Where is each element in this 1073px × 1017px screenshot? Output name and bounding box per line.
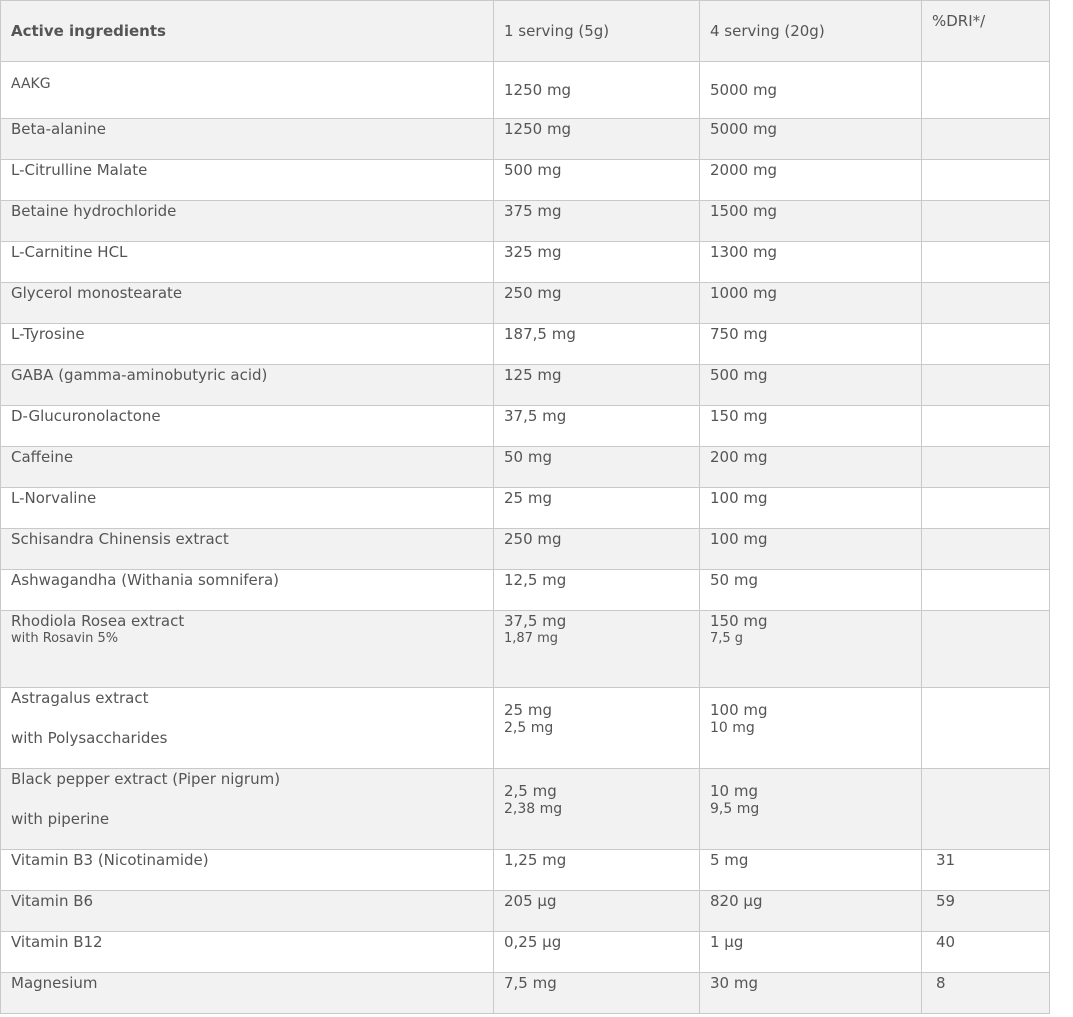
serving4-cell	[700, 283, 922, 324]
table-row	[1, 529, 1050, 570]
serving1-value: 325 mg	[504, 243, 562, 261]
serving4-cell	[700, 488, 922, 529]
serving4-value: 500 mg	[710, 366, 768, 384]
serving1-value: 25 mg	[504, 701, 552, 719]
header-serving1: 1 serving (5g)	[504, 22, 610, 40]
ingredient-name: Vitamin B3 (Nicotinamide)	[11, 851, 209, 869]
serving1-cell	[494, 160, 700, 201]
serving4-value: 750 mg	[710, 325, 768, 343]
ingredient-cell	[1, 611, 494, 688]
table-row	[1, 688, 1050, 769]
table-row	[1, 850, 1050, 891]
serving1-subvalue: 2,38 mg	[504, 801, 563, 817]
serving4-value: 100 mg	[710, 530, 768, 548]
dri-cell	[922, 488, 1050, 529]
table-row	[1, 488, 1050, 529]
ingredient-cell	[1, 973, 494, 1014]
header-cell-dri	[922, 1, 1050, 62]
table-row	[1, 406, 1050, 447]
dri-cell	[922, 688, 1050, 769]
dri-cell	[922, 324, 1050, 365]
ingredient-cell	[1, 447, 494, 488]
serving1-value: 375 mg	[504, 202, 562, 220]
table-row	[1, 160, 1050, 201]
table-row	[1, 769, 1050, 850]
dri-cell	[922, 769, 1050, 850]
serving4-cell	[700, 973, 922, 1014]
serving1-cell	[494, 242, 700, 283]
serving1-value: 7,5 mg	[504, 974, 557, 992]
ingredient-name: L-Tyrosine	[11, 325, 85, 343]
serving4-value: 1000 mg	[710, 284, 778, 302]
serving4-subvalue: 9,5 mg	[710, 801, 760, 817]
dri-cell	[922, 406, 1050, 447]
serving4-cell	[700, 688, 922, 769]
header-cell-serving4	[700, 1, 922, 62]
serving1-value: 250 mg	[504, 284, 562, 302]
dri-cell	[922, 283, 1050, 324]
ingredient-cell	[1, 850, 494, 891]
serving4-cell	[700, 570, 922, 611]
header-ingredient: Active ingredients	[11, 22, 166, 40]
ingredient-name: L-Citrulline Malate	[11, 161, 148, 179]
serving4-cell	[700, 850, 922, 891]
serving1-cell	[494, 447, 700, 488]
dri-cell	[922, 447, 1050, 488]
serving1-cell	[494, 932, 700, 973]
table-row	[1, 611, 1050, 688]
ingredient-name: L-Norvaline	[11, 489, 97, 507]
ingredient-cell	[1, 201, 494, 242]
serving1-cell	[494, 769, 700, 850]
dri-value: 31	[936, 851, 956, 869]
serving4-cell	[700, 62, 922, 119]
ingredient-name: Glycerol monostearate	[11, 284, 183, 302]
table-row	[1, 242, 1050, 283]
serving1-value: 250 mg	[504, 530, 562, 548]
serving4-cell	[700, 447, 922, 488]
serving1-value: 187,5 mg	[504, 325, 576, 343]
ingredient-name: L-Carnitine HCL	[11, 243, 128, 261]
serving1-cell	[494, 688, 700, 769]
dri-cell	[922, 201, 1050, 242]
table-row	[1, 932, 1050, 973]
table-row	[1, 62, 1050, 119]
ingredient-name: Vitamin B12	[11, 933, 103, 951]
serving4-subvalue: 10 mg	[710, 720, 755, 736]
serving1-value: 2,5 mg	[504, 782, 557, 800]
serving4-cell	[700, 242, 922, 283]
serving1-cell	[494, 570, 700, 611]
dri-cell	[922, 119, 1050, 160]
header-cell-serving1	[494, 1, 700, 62]
serving1-cell	[494, 406, 700, 447]
serving4-value: 150 mg	[710, 612, 768, 630]
serving1-cell	[494, 201, 700, 242]
serving1-subvalue: 2,5 mg	[504, 720, 554, 736]
serving1-cell	[494, 891, 700, 932]
serving1-cell	[494, 529, 700, 570]
ingredient-subname: with Polysaccharides	[11, 729, 168, 747]
serving4-cell	[700, 365, 922, 406]
ingredient-cell	[1, 283, 494, 324]
serving4-value: 5000 mg	[710, 81, 778, 99]
dri-cell	[922, 365, 1050, 406]
ingredient-name: Rhodiola Rosea extract	[11, 612, 185, 630]
serving4-subvalue: 7,5 g	[710, 631, 744, 646]
serving1-cell	[494, 488, 700, 529]
serving4-cell	[700, 769, 922, 850]
serving4-value: 1300 mg	[710, 243, 778, 261]
serving1-cell	[494, 62, 700, 119]
ingredient-name: GABA (gamma-aminobutyric acid)	[11, 366, 268, 384]
serving1-cell	[494, 611, 700, 688]
dri-cell	[922, 570, 1050, 611]
table-row	[1, 283, 1050, 324]
serving4-value: 30 mg	[710, 974, 758, 992]
table-row	[1, 365, 1050, 406]
table-row	[1, 119, 1050, 160]
ingredient-cell	[1, 160, 494, 201]
dri-cell	[922, 891, 1050, 932]
serving1-value: 1250 mg	[504, 120, 572, 138]
serving4-value: 10 mg	[710, 782, 758, 800]
header-serving4: 4 serving (20g)	[710, 22, 825, 40]
ingredient-cell	[1, 570, 494, 611]
serving4-cell	[700, 932, 922, 973]
ingredient-name: Vitamin B6	[11, 892, 94, 910]
ingredient-cell	[1, 688, 494, 769]
serving4-cell	[700, 891, 922, 932]
ingredient-cell	[1, 529, 494, 570]
serving1-cell	[494, 365, 700, 406]
serving4-cell	[700, 406, 922, 447]
table-row	[1, 447, 1050, 488]
ingredient-cell	[1, 242, 494, 283]
serving4-value: 50 mg	[710, 571, 758, 589]
ingredient-name: Magnesium	[11, 974, 98, 992]
serving4-cell	[700, 160, 922, 201]
ingredient-cell	[1, 324, 494, 365]
serving4-cell	[700, 529, 922, 570]
serving4-value: 1 µg	[710, 933, 744, 951]
dri-cell	[922, 160, 1050, 201]
dri-cell	[922, 932, 1050, 973]
dri-cell	[922, 242, 1050, 283]
ingredient-name: Betaine hydrochloride	[11, 202, 177, 220]
ingredient-subname: with piperine	[11, 810, 110, 828]
table-row	[1, 570, 1050, 611]
serving4-cell	[700, 119, 922, 160]
table-row	[1, 324, 1050, 365]
ingredient-cell	[1, 365, 494, 406]
serving1-value: 205 µg	[504, 892, 557, 910]
dri-cell	[922, 850, 1050, 891]
ingredient-cell	[1, 769, 494, 850]
dri-cell	[922, 611, 1050, 688]
ingredient-name: Black pepper extract (Piper nigrum)	[11, 770, 281, 788]
serving1-value: 1,25 mg	[504, 851, 567, 869]
serving1-value: 25 mg	[504, 489, 552, 507]
header-dri: %DRI*/	[932, 12, 986, 30]
serving4-value: 100 mg	[710, 701, 768, 719]
dri-cell	[922, 62, 1050, 119]
ingredient-cell	[1, 406, 494, 447]
dri-value: 40	[936, 933, 956, 951]
serving1-cell	[494, 324, 700, 365]
serving1-value: 1250 mg	[504, 81, 572, 99]
serving4-value: 1500 mg	[710, 202, 778, 220]
table-header-row	[1, 1, 1050, 62]
serving1-value: 37,5 mg	[504, 612, 567, 630]
serving4-value: 5000 mg	[710, 120, 778, 138]
serving4-value: 2000 mg	[710, 161, 778, 179]
serving4-value: 820 µg	[710, 892, 763, 910]
serving4-value: 200 mg	[710, 448, 768, 466]
table-row	[1, 891, 1050, 932]
ingredient-name: Ashwagandha (Withania somnifera)	[11, 571, 279, 589]
header-cell-ingredient	[1, 1, 494, 62]
ingredient-name: D-Glucuronolactone	[11, 407, 161, 425]
ingredient-cell	[1, 932, 494, 973]
serving1-value: 125 mg	[504, 366, 562, 384]
ingredient-cell	[1, 119, 494, 160]
serving1-value: 0,25 µg	[504, 933, 562, 951]
serving1-value: 12,5 mg	[504, 571, 567, 589]
ingredient-name: Astragalus extract	[11, 689, 149, 707]
table-row	[1, 973, 1050, 1014]
serving1-cell	[494, 973, 700, 1014]
ingredient-name: Schisandra Chinensis extract	[11, 530, 229, 548]
serving1-value: 500 mg	[504, 161, 562, 179]
serving4-cell	[700, 201, 922, 242]
ingredient-name: Beta-alanine	[11, 120, 106, 138]
table-row	[1, 201, 1050, 242]
ingredient-name: AAKG	[11, 76, 51, 92]
serving4-cell	[700, 324, 922, 365]
ingredient-cell	[1, 62, 494, 119]
serving1-value: 37,5 mg	[504, 407, 567, 425]
serving1-cell	[494, 119, 700, 160]
ingredient-subname: with Rosavin 5%	[11, 631, 119, 646]
serving1-cell	[494, 850, 700, 891]
serving1-subvalue: 1,87 mg	[504, 631, 558, 646]
dri-cell	[922, 973, 1050, 1014]
serving4-value: 100 mg	[710, 489, 768, 507]
ingredient-name: Caffeine	[11, 448, 74, 466]
serving4-value: 5 mg	[710, 851, 749, 869]
dri-value: 8	[936, 974, 946, 992]
serving1-cell	[494, 283, 700, 324]
dri-cell	[922, 529, 1050, 570]
ingredient-cell	[1, 891, 494, 932]
serving1-value: 50 mg	[504, 448, 552, 466]
dri-value: 59	[936, 892, 956, 910]
serving4-cell	[700, 611, 922, 688]
serving4-value: 150 mg	[710, 407, 768, 425]
ingredient-cell	[1, 488, 494, 529]
